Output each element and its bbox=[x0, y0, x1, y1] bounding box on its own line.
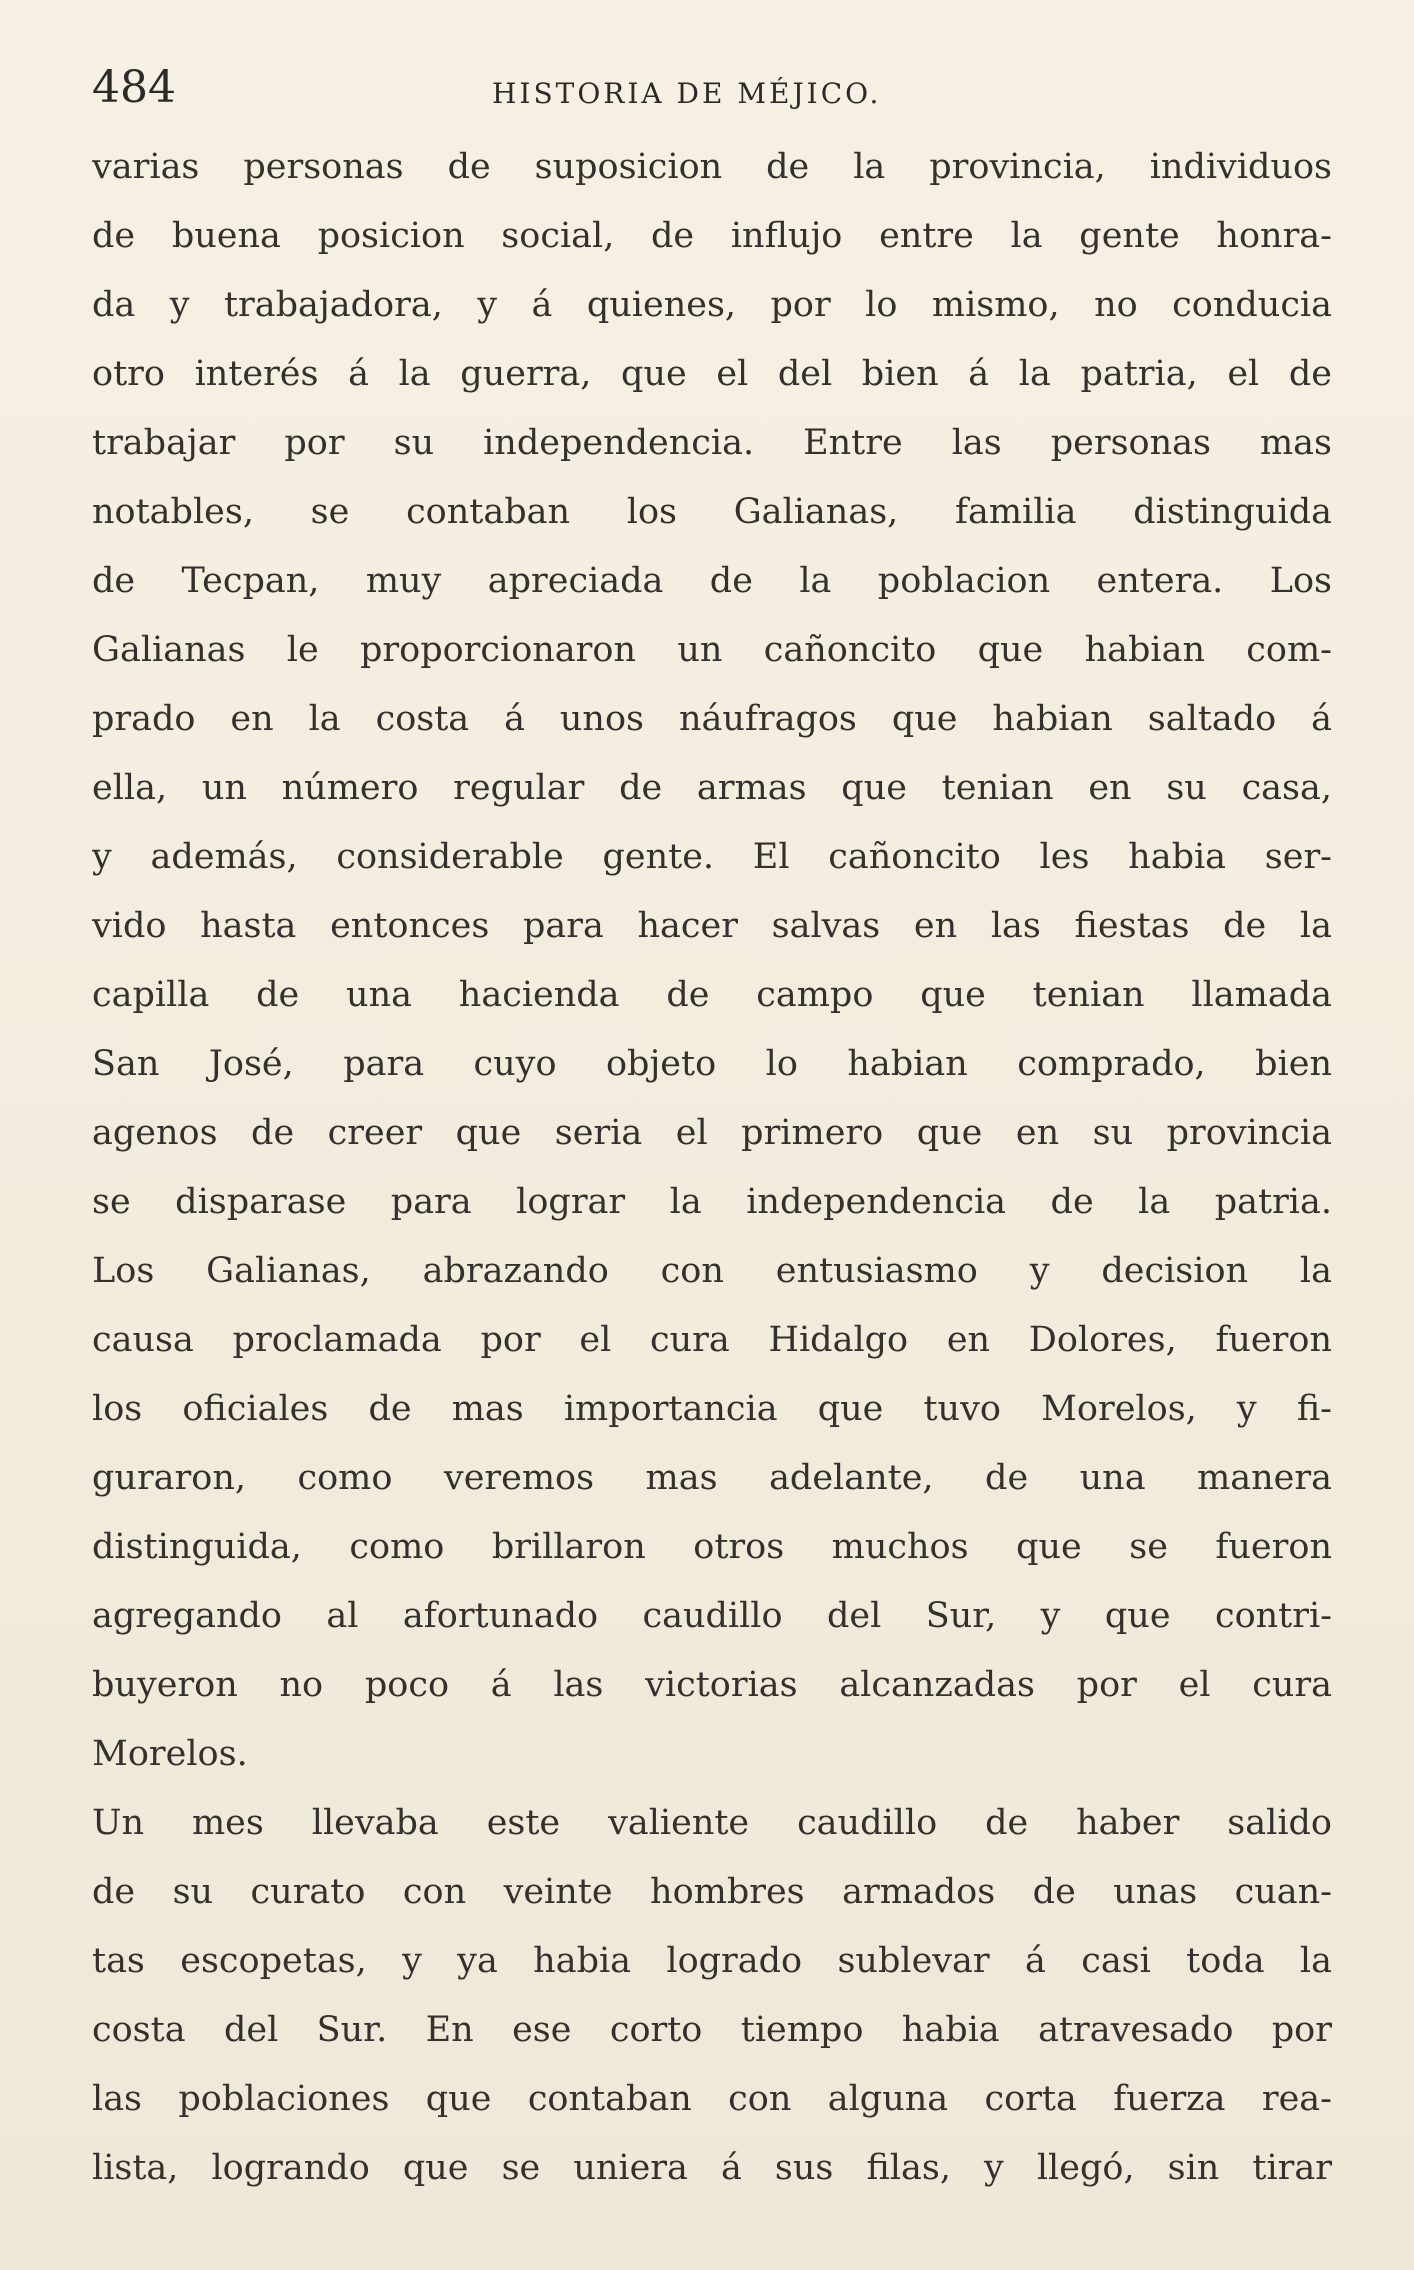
running-title: HISTORIA DE MÉJICO. bbox=[492, 77, 882, 110]
text-line: guraron, como veremos mas adelante, de una manera bbox=[92, 1458, 1332, 1498]
page-number: 484 bbox=[92, 62, 176, 113]
page-header bbox=[92, 58, 1332, 118]
text-line: agenos de creer que seria el primero que en su provincia bbox=[92, 1113, 1332, 1153]
text-line: lista, logrando que se uniera á sus filas, y llegó, sin tirar bbox=[92, 2148, 1332, 2188]
text-line: otro interés á la guerra, que el del bien á la patria, el de bbox=[92, 354, 1332, 394]
text-line: de buena posicion social, de influjo entre la gente honra- bbox=[92, 216, 1332, 256]
text-line: costa del Sur. En ese corto tiempo habia atravesado por bbox=[92, 2010, 1332, 2050]
text-line: de Tecpan, muy apreciada de la poblacion entera. Los bbox=[92, 561, 1332, 601]
text-line: da y trabajadora, y á quienes, por lo mismo, no conducia bbox=[92, 285, 1332, 325]
text-line: agregando al afortunado caudillo del Sur, y que contri- bbox=[92, 1596, 1332, 1636]
text-line: se disparase para lograr la independencia de la patria. bbox=[92, 1182, 1332, 1222]
text-line: vido hasta entonces para hacer salvas en las fiestas de la bbox=[92, 906, 1332, 946]
text-line: y además, considerable gente. El cañoncito les habia ser- bbox=[92, 837, 1332, 877]
text-line: Morelos. bbox=[92, 1734, 248, 1774]
paragraph-1 bbox=[92, 133, 1332, 1789]
body-text bbox=[92, 133, 1332, 2203]
text-line: distinguida, como brillaron otros muchos que se fueron bbox=[92, 1527, 1332, 1567]
text-line: las poblaciones que contaban con alguna corta fuerza rea- bbox=[92, 2079, 1332, 2119]
text-line: de su curato con veinte hombres armados de unas cuan- bbox=[92, 1872, 1332, 1912]
text-line: trabajar por su independencia. Entre las personas mas bbox=[92, 423, 1332, 463]
text-line: tas escopetas, y ya habia logrado sublevar á casi toda la bbox=[92, 1941, 1332, 1981]
text-line: Un mes llevaba este valiente caudillo de haber salido bbox=[92, 1803, 1332, 1843]
text-line: varias personas de suposicion de la provincia, individuos bbox=[92, 147, 1332, 187]
text-line: buyeron no poco á las victorias alcanzadas por el cura bbox=[92, 1665, 1332, 1705]
text-line: capilla de una hacienda de campo que tenian llamada bbox=[92, 975, 1332, 1015]
paragraph-2 bbox=[92, 1789, 1332, 2203]
text-line: prado en la costa á unos náufragos que habian saltado á bbox=[92, 699, 1332, 739]
text-line: San José, para cuyo objeto lo habian comprado, bien bbox=[92, 1044, 1332, 1084]
text-line: notables, se contaban los Galianas, familia distinguida bbox=[92, 492, 1332, 532]
text-line: los oficiales de mas importancia que tuvo Morelos, y fi- bbox=[92, 1389, 1332, 1429]
text-line: ella, un número regular de armas que tenian en su casa, bbox=[92, 768, 1332, 808]
text-line: causa proclamada por el cura Hidalgo en Dolores, fueron bbox=[92, 1320, 1332, 1360]
text-line: Los Galianas, abrazando con entusiasmo y decision la bbox=[92, 1251, 1332, 1291]
text-line: Galianas le proporcionaron un cañoncito que habian com- bbox=[92, 630, 1332, 670]
